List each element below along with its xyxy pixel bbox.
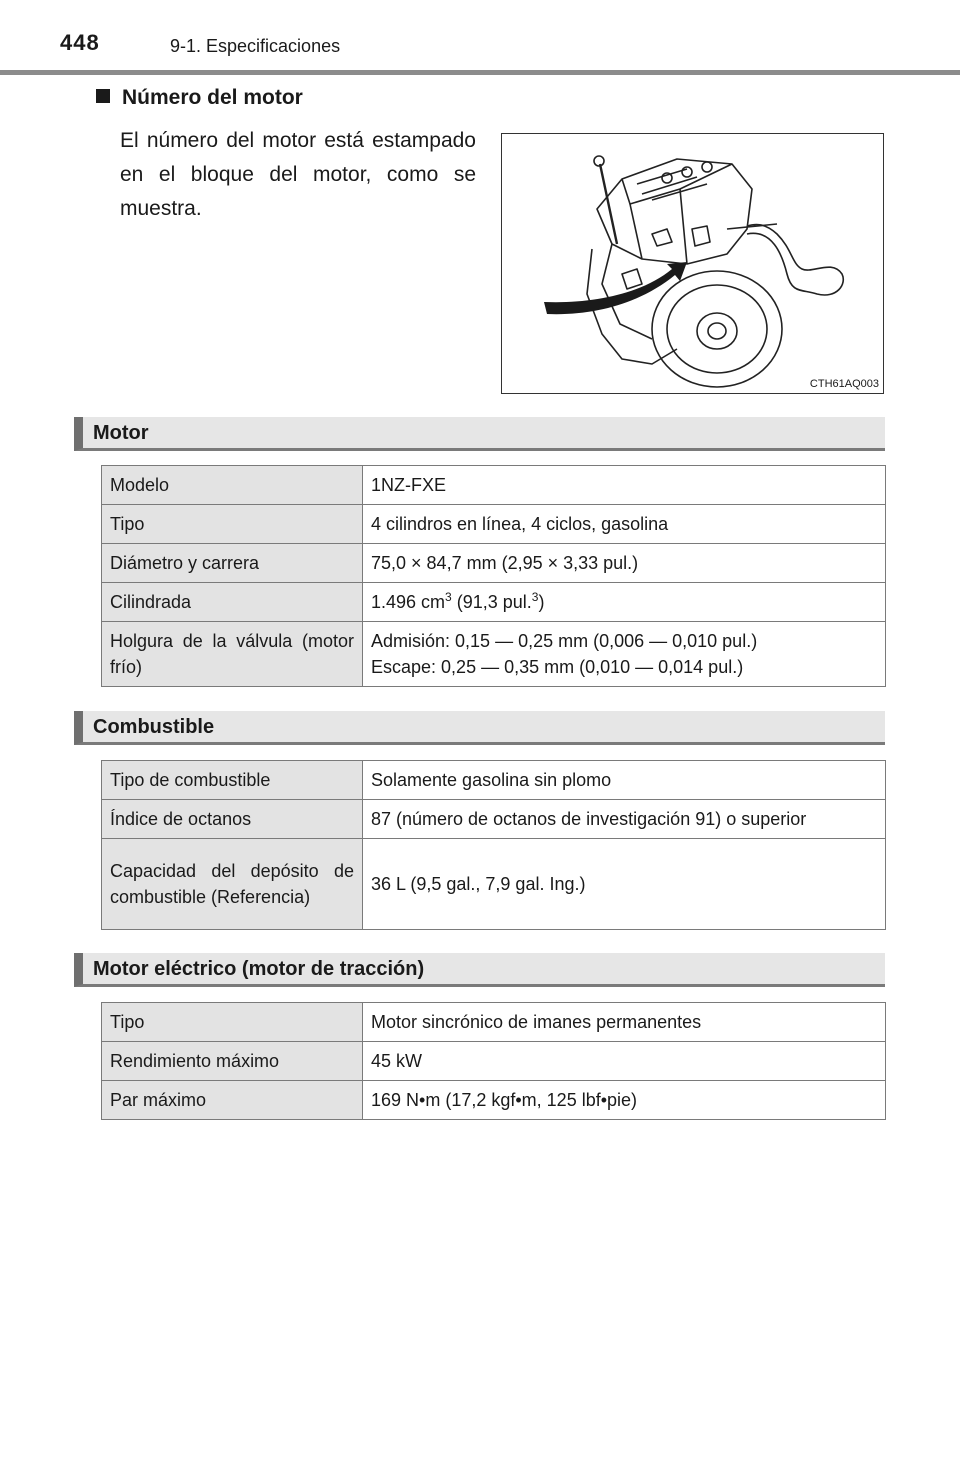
- engine-number-heading: [96, 86, 303, 110]
- displacement-metric: 1.496 cm: [371, 592, 446, 612]
- table-row: [102, 1003, 886, 1042]
- table-row: [102, 839, 886, 930]
- spec-label: Índice de octanos: [102, 800, 363, 839]
- engine-drawing-icon: [502, 134, 883, 393]
- table-row: [102, 1081, 886, 1120]
- engine-number-heading-text: Número del motor: [122, 86, 303, 109]
- table-row: [102, 622, 886, 687]
- fuel-section-header: [74, 711, 885, 745]
- spec-value: 169 N•m (17,2 kgf•m, 125 lbf•pie): [363, 1081, 886, 1120]
- motor-section-title: Motor: [93, 422, 149, 444]
- header-rule: [0, 70, 960, 75]
- table-row: [102, 761, 886, 800]
- spec-label: Holgura de la válvula (motor frío): [102, 622, 363, 687]
- table-row: [102, 544, 886, 583]
- table-row: [102, 583, 886, 622]
- spec-label: Cilindrada: [102, 583, 363, 622]
- spec-label: Tipo: [102, 505, 363, 544]
- spec-value: Motor sincrónico de imanes permanentes: [363, 1003, 886, 1042]
- page-number: 448: [60, 30, 100, 55]
- spec-value: 75,0 × 84,7 mm (2,95 × 3,33 pul.): [363, 544, 886, 583]
- superscript: 3: [445, 590, 452, 604]
- electric-motor-spec-table: [101, 1002, 886, 1120]
- figure-code: CTH61AQ003: [809, 378, 879, 390]
- spec-value: [363, 622, 886, 687]
- spec-label: Tipo: [102, 1003, 363, 1042]
- spec-value: [363, 583, 886, 622]
- spec-label: Capacidad del depósito de combustible (Referencia): [102, 839, 363, 930]
- close-paren: ): [538, 592, 545, 612]
- fuel-section-title: Combustible: [93, 716, 215, 738]
- intake-clearance: Admisión: 0,15 — 0,25 mm (0,006 — 0,010 pul.): [371, 631, 758, 651]
- engine-number-text: El número del motor está estampado en el bloque del motor, como se muestra.: [120, 129, 476, 220]
- electric-motor-section-header: [74, 953, 885, 987]
- spec-value: 1NZ-FXE: [363, 466, 886, 505]
- spec-label: Par máximo: [102, 1081, 363, 1120]
- spec-value: 4 cilindros en línea, 4 ciclos, gasolina: [363, 505, 886, 544]
- table-row: [102, 466, 886, 505]
- spec-label: Rendimiento máximo: [102, 1042, 363, 1081]
- motor-spec-table: [101, 465, 886, 687]
- spec-label: Diámetro y carrera: [102, 544, 363, 583]
- spec-value: Solamente gasolina sin plomo: [363, 761, 886, 800]
- section-header: 9-1. Especificaciones: [170, 36, 341, 56]
- spec-label: Modelo: [102, 466, 363, 505]
- square-bullet-icon: [96, 89, 110, 103]
- fuel-spec-table: [101, 760, 886, 930]
- engine-illustration: [501, 133, 884, 394]
- spec-value: 45 kW: [363, 1042, 886, 1081]
- displacement-imperial: (91,3 pul.: [451, 592, 532, 612]
- spec-value: 87 (número de octanos de investigación 91) o superior: [363, 800, 886, 839]
- electric-motor-section-title: Motor eléctrico (motor de tracción): [93, 958, 425, 980]
- superscript: 3: [531, 590, 539, 604]
- motor-section-header: [74, 417, 885, 451]
- table-row: [102, 505, 886, 544]
- spec-label: Tipo de combustible: [102, 761, 363, 800]
- table-row: [102, 1042, 886, 1081]
- exhaust-clearance: Escape: 0,25 — 0,35 mm (0,010 — 0,014 pul.): [371, 657, 744, 677]
- spec-value: 36 L (9,5 gal., 7,9 gal. Ing.): [363, 839, 886, 930]
- table-row: [102, 800, 886, 839]
